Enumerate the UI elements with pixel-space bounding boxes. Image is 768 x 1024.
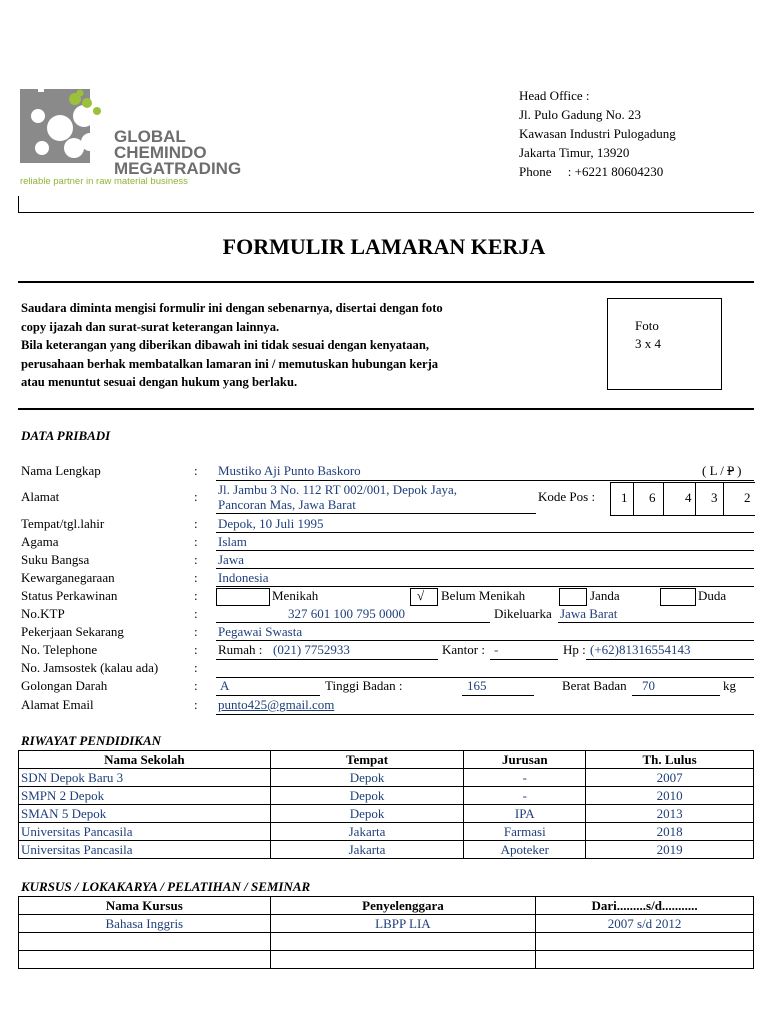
colon: : [194,624,198,639]
photo-size: 3 x 4 [635,336,661,351]
colon: : [194,697,198,712]
logo-tagline: reliable partner in raw material business [20,176,188,187]
phone-label: Phone [519,164,552,179]
form-title: FORMULIR LAMARAN KERJA [222,234,546,259]
school-cell[interactable]: Universitas Pancasila [19,841,271,859]
head-office-phone [519,162,676,181]
colon: : [194,588,198,603]
job-field[interactable]: Pegawai Swasta [218,624,303,639]
checkbox-belum-menikah[interactable] [410,588,438,606]
height-line [462,695,534,696]
col-header-major: Jurusan [464,751,586,769]
postcode-divider [695,483,696,515]
colon: : [194,642,198,657]
col-header-year: Th. Lulus [586,751,754,769]
table-row [19,787,754,805]
colon: : [194,552,198,567]
home-phone-field[interactable]: (021) 7752933 [273,642,350,657]
instructions-divider [18,408,754,410]
label-religion: Agama [21,534,59,549]
colon: : [194,516,198,531]
place-cell[interactable]: Depok [270,805,464,823]
title-underline [18,281,754,283]
postcode-divider [663,483,664,515]
school-cell[interactable]: SMPN 2 Depok [19,787,271,805]
col-header-organizer: Penyelenggara [270,897,536,915]
job-line [216,640,754,641]
option-belum-menikah: Belum Menikah [441,588,526,603]
logo-text-megatrading: MEGATRADING [114,159,242,178]
height-field[interactable]: 165 [467,678,487,693]
school-cell[interactable]: SDN Depok Baru 3 [19,769,271,787]
ethnicity-field[interactable]: Jawa [218,552,244,567]
major-cell[interactable]: - [464,787,586,805]
postcode-digit: 4 [685,490,692,505]
blood-line [216,695,320,696]
office-phone-field[interactable]: - [494,642,499,657]
gender-option: ( L / P ) [702,463,742,478]
table-row [19,915,754,933]
table-row [19,769,754,787]
place-cell[interactable]: Jakarta [270,841,464,859]
school-cell[interactable]: SMAN 5 Depok [19,805,271,823]
table-row [19,841,754,859]
checkbox-janda[interactable] [559,588,587,606]
education-header-row [19,751,754,769]
email-field[interactable]: punto425@gmail.com [218,697,335,712]
head-office-label: Head Office : [519,88,590,103]
instruction-line-1: Saudara diminta mengisi formulir ini dengan sebenarnya, disertai dengan foto [21,301,443,315]
section-title-personal: DATA PRIBADI [21,428,111,443]
label-jamsostek: No. Jamsostek (kalau ada) [21,660,159,675]
address-line [216,513,536,514]
option-duda: Duda [698,588,727,603]
year-cell[interactable]: 2010 [586,787,754,805]
mobile-phone-line [586,659,754,660]
home-phone-label: Rumah : [218,642,263,657]
colon: : [194,534,198,549]
label-job: Pekerjaan Sekarang [21,624,124,639]
home-phone-line [216,659,438,660]
col-header-school: Nama Sekolah [19,751,271,769]
col-header-course: Nama Kursus [19,897,271,915]
section-title-courses: KURSUS / LOKAKARYA / PELATIHAN / SEMINAR [21,879,311,894]
head-office-address-3: Jakarta Timur, 13920 [519,145,630,160]
ktp-field[interactable]: 327 601 100 795 0000 [288,606,405,621]
postcode-digit: 6 [649,490,656,505]
label-citizenship: Kewarganegaraan [21,570,115,585]
course-cell[interactable]: Bahasa Inggris [19,915,271,933]
year-cell[interactable]: 2013 [586,805,754,823]
table-row [19,951,754,969]
address-field-line-2[interactable]: Pancoran Mas, Jawa Barat [218,497,356,512]
postcode-boxes[interactable] [610,482,755,516]
school-cell[interactable]: Universitas Pancasila [19,823,271,841]
religion-field[interactable]: Islam [218,534,247,549]
major-cell[interactable]: IPA [464,805,586,823]
course-cell[interactable] [19,951,271,969]
check-mark-icon: √ [417,588,425,603]
organizer-cell[interactable] [270,951,536,969]
col-header-place: Tempat [270,751,464,769]
label-address: Alamat [21,489,60,504]
period-cell[interactable]: 2007 s/d 2012 [536,915,754,933]
phone-value: : +6221 80604230 [567,164,664,179]
blood-field[interactable]: A [220,678,230,693]
height-label: Tinggi Badan : [325,678,403,693]
ethnicity-line [216,568,754,569]
mobile-phone-field[interactable]: (+62)81316554143 [590,642,691,657]
period-cell[interactable] [536,951,754,969]
colon: : [194,463,198,478]
head-office-block [519,86,676,181]
year-cell[interactable]: 2019 [586,841,754,859]
photo-label: Foto [635,318,659,333]
col-header-period: Dari.........s/d........... [536,897,754,915]
religion-line [216,550,754,551]
place-cell[interactable]: Depok [270,787,464,805]
organizer-cell[interactable]: LBPP LIA [270,915,536,933]
label-name: Nama Lengkap [21,463,101,478]
section-title-education: RIWAYAT PENDIDIKAN [21,733,162,748]
label-email: Alamat Email [21,697,94,712]
citizenship-field[interactable]: Indonesia [218,570,269,585]
header-divider [18,212,754,213]
head-office-address-2: Kawasan Industri Pulogadung [519,126,676,141]
instructions [21,299,443,392]
place-cell[interactable]: Depok [270,769,464,787]
table-row [19,805,754,823]
period-cell[interactable] [536,933,754,951]
ktp-line [216,622,490,623]
instruction-line-5: atau menuntut sesuai dengan hukum yang berlaku. [21,375,298,389]
label-birth: Tempat/tgl.lahir [21,516,105,531]
weight-label: Berat Badan [562,678,627,693]
colon: : [194,660,198,675]
colon: : [194,570,198,585]
colon: : [194,678,198,693]
instruction-line-3: Bila keterangan yang diberikan dibawah ini tidak sesuai dengan kenyataan, [21,338,429,352]
birth-line [216,532,754,533]
email-line [216,714,754,715]
citizenship-line [216,586,754,587]
postcode-digit: 2 [744,490,751,505]
weight-unit: kg [723,678,736,693]
instruction-line-4: perusahaan berhak membatalkan lamaran ini / memutuskan hubungan kerja [21,356,439,371]
year-cell[interactable]: 2018 [586,823,754,841]
major-cell[interactable]: Farmasi [464,823,586,841]
postcode-divider [633,483,634,515]
checkbox-duda[interactable] [660,588,696,606]
photo-box [607,298,722,390]
issued-line [558,622,754,623]
label-blood: Golongan Darah [21,678,108,693]
name-field[interactable]: Mustiko Aji Punto Baskoro [218,463,361,478]
education-table [18,750,754,859]
instruction-line-2: copy ijazah dan surat-surat keterangan lainnya. [21,319,280,334]
organizer-cell[interactable] [270,933,536,951]
postcode-digit: 1 [621,490,628,505]
option-menikah: Menikah [272,588,319,603]
issued-label: Dikeluarka [494,606,552,621]
label-ktp: No.KTP [21,606,65,621]
logo-text-chemindo: CHEMINDO [114,143,207,162]
label-marital: Status Perkawinan [21,588,118,603]
weight-line [632,695,720,696]
head-office-address-1: Jl. Pulo Gadung No. 23 [519,107,642,122]
mobile-phone-label: Hp : [563,642,586,657]
colon: : [194,489,198,504]
logo-text-global: GLOBAL [114,127,186,146]
courses-table [18,896,754,969]
birth-field[interactable]: Depok, 10 Juli 1995 [218,516,324,531]
label-ethnicity: Suku Bangsa [21,552,90,567]
major-cell[interactable]: - [464,769,586,787]
office-phone-label: Kantor : [442,642,485,657]
table-row [19,933,754,951]
postcode-divider [723,483,724,515]
postcode-label: Kode Pos : [538,489,596,504]
table-row [19,823,754,841]
courses-header-row [19,897,754,915]
colon: : [194,606,198,621]
weight-field[interactable]: 70 [642,678,655,693]
year-cell[interactable]: 2007 [586,769,754,787]
name-line [216,480,754,481]
checkbox-menikah[interactable] [216,588,270,606]
address-field-line-1[interactable]: Jl. Jambu 3 No. 112 RT 002/001, Depok Jaya, [218,482,457,497]
issued-field[interactable]: Jawa Barat [560,606,618,621]
header-divider-left [18,196,19,212]
option-janda: Janda [590,588,620,603]
postcode-digit: 3 [711,490,718,505]
major-cell[interactable]: Apoteker [464,841,586,859]
place-cell[interactable]: Jakarta [270,823,464,841]
course-cell[interactable] [19,933,271,951]
logo-mark-icon [20,86,120,176]
label-phone: No. Telephone [21,642,98,657]
office-phone-line [490,659,558,660]
company-logo [20,86,255,186]
